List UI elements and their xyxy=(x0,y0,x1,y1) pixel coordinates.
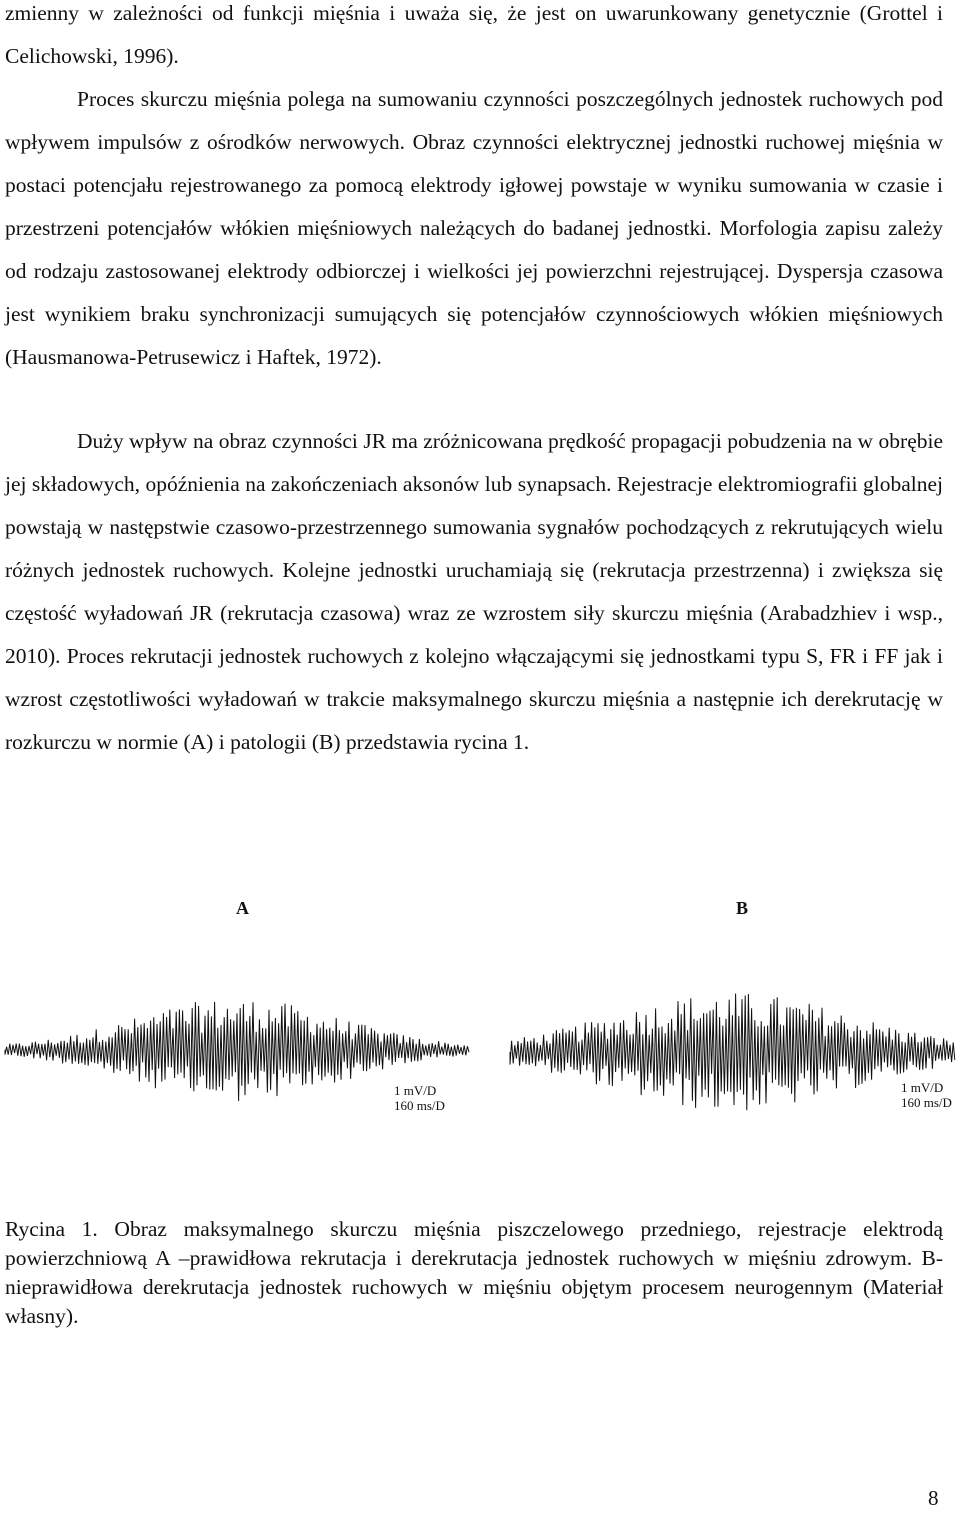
emg-waveform xyxy=(510,994,955,1111)
emg-traces xyxy=(0,990,960,1130)
figure-label-b: B xyxy=(736,898,749,918)
scale-a-time: 160 ms/D xyxy=(394,1098,445,1113)
paragraph-3: Duży wpływ na obraz czynności JR ma zróżnicowana prędkość propagacji pobudzenia na w obrębie jej składowych, opóźnienia na zakończeniach aksonów lub synapsach. Rejestracje elektromiografii globalnej powstają w następstwie czasowo-przestrzennego sumowania sygnałów pochodzących z rekrutujących wielu różnych jednostek ruchowych. Kolejne jednostki uruchamiają się (rekrutacja przestrzenna) i zwiększa się częstość wyładowań JR (rekrutacja czasowa) wraz ze wzrostem siły skurczu mięśnia (Arabadzhiev i wsp., 2010). Proces rekrutacji jednostek ruchowych z kolejno włączającymi się jednostkami typu S, FR i FF jak i wzrost częstotliwości wyładowań w trakcie maksymalnego skurczu mięśnia a następnie ich derekrutację w rozkurczu w normie (A) i patologii (B) przedstawia rycina 1. xyxy=(5,429,943,754)
body-paragraphs xyxy=(5,0,943,379)
figure-label-a: A xyxy=(236,898,249,918)
scale-bar-b xyxy=(901,1080,952,1110)
emg-trace-b xyxy=(510,994,955,1111)
figure-caption: Rycina 1. Obraz maksymalnego skurczu mięśnia piszczelowego przedniego, rejestracje elektrodą powierzchniową A –prawidłowa rekrutacja i derekrutacja jednostek ruchowych w mięśniu zdrowym. B- nieprawidłowa derekrutacja jednostek ruchowych w mięśniu objętym procesem neurogennym (Materiał własny). xyxy=(5,1217,943,1328)
scale-b-time: 160 ms/D xyxy=(901,1095,952,1110)
page-number: 8 xyxy=(928,1486,939,1510)
paragraph-2: Proces skurczu mięśnia polega na sumowaniu czynności poszczególnych jednostek ruchowych pod wpływem impulsów z ośrodków nerwowych. Obraz czynności elektrycznej jednostki ruchowej mięśnia w postaci potencjału rejestrowanego za pomocą elektrody igłowej powstaje w wyniku sumowania w czasie i przestrzeni potencjałów włókien mięśniowych należących do badanej jednostki. Morfologia zapisu zależy od rodzaju zastosowanej elektrody odbiorczej i wielkości jej powierzchni rejestrującej. Dyspersja czasowa jest wynikiem braku synchronizacji sumujących się potencjałów czynnościowych włókien mięśniowych (Hausmanowa-Petrusewicz i Haftek, 1972). xyxy=(5,87,943,369)
scale-a-amplitude: 1 mV/D xyxy=(394,1083,437,1098)
body-paragraph-3-block xyxy=(5,420,943,764)
paragraph-1: zmienny w zależności od funkcji mięśnia i uważa się, że jest on uwarunkowany genetycznie (Grottel i Celichowski, 1996). xyxy=(5,1,943,68)
scale-bar-a xyxy=(394,1083,445,1113)
scale-b-amplitude: 1 mV/D xyxy=(901,1080,944,1095)
